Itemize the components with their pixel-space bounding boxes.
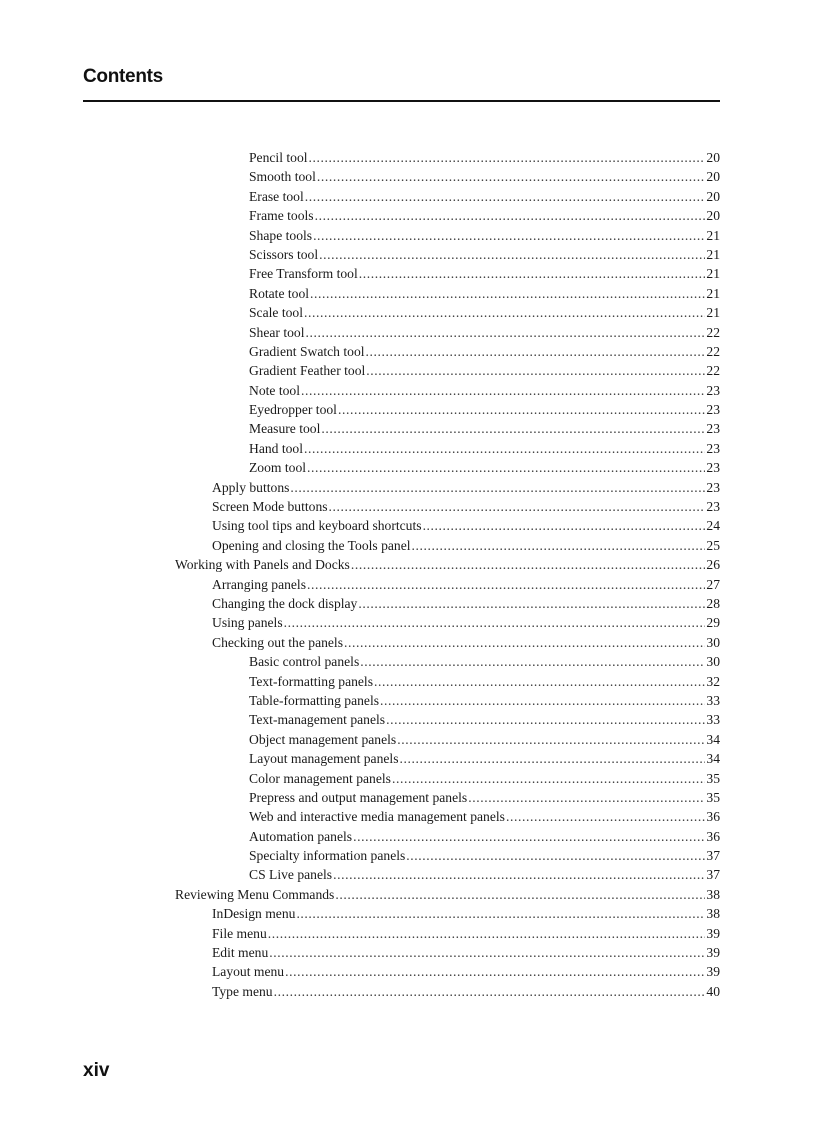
toc-entry-page: 23 bbox=[706, 402, 720, 418]
toc-entry-label: File menu bbox=[212, 925, 267, 941]
toc-entry[interactable] bbox=[249, 323, 816, 342]
dot-leader bbox=[269, 943, 705, 962]
dot-leader bbox=[284, 613, 706, 632]
dot-leader bbox=[374, 672, 705, 691]
dot-leader bbox=[380, 691, 705, 710]
toc-entry-page: 26 bbox=[706, 557, 720, 573]
dot-leader bbox=[366, 342, 706, 361]
dot-leader bbox=[268, 924, 706, 943]
dot-leader bbox=[307, 575, 705, 594]
toc-entry-label: Table-formatting panels bbox=[249, 692, 380, 708]
toc-entry-page: 23 bbox=[706, 421, 720, 437]
toc-entry-label: Text-formatting panels bbox=[249, 673, 373, 689]
dot-leader bbox=[304, 303, 705, 322]
toc-entry-label: Frame tools bbox=[249, 208, 314, 224]
toc-entry[interactable] bbox=[249, 691, 816, 710]
toc-entry-label: Note tool bbox=[249, 382, 300, 398]
toc-entry-page: 35 bbox=[706, 789, 720, 805]
toc-entry-page: 33 bbox=[706, 712, 720, 728]
dot-leader bbox=[290, 478, 705, 497]
toc-entry[interactable] bbox=[249, 865, 816, 884]
toc-entry-page: 23 bbox=[706, 460, 720, 476]
toc-entry-label: Reviewing Menu Commands bbox=[175, 886, 335, 902]
toc-entry[interactable] bbox=[249, 827, 816, 846]
toc-entry[interactable] bbox=[212, 516, 816, 535]
dot-leader bbox=[397, 730, 705, 749]
toc-entry-label: Erase tool bbox=[249, 188, 304, 204]
page-number: xiv bbox=[83, 1060, 110, 1081]
dot-leader bbox=[392, 769, 705, 788]
toc-entry-page: 22 bbox=[706, 343, 720, 359]
toc-entry-page: 38 bbox=[706, 886, 720, 902]
toc-entry[interactable] bbox=[249, 419, 816, 438]
dot-leader bbox=[360, 652, 705, 671]
toc-entry-page: 29 bbox=[706, 615, 720, 631]
toc-entry-label: Shear tool bbox=[249, 324, 305, 340]
toc-entry[interactable] bbox=[212, 613, 816, 632]
toc-entry-page: 22 bbox=[706, 363, 720, 379]
toc-entry-page: 23 bbox=[706, 479, 720, 495]
toc-entry-label: Arranging panels bbox=[212, 576, 306, 592]
toc-entry-page: 20 bbox=[706, 208, 720, 224]
toc-entry-label: Hand tool bbox=[249, 440, 303, 456]
dot-leader bbox=[338, 400, 705, 419]
toc-entry-page: 20 bbox=[706, 169, 720, 185]
toc-entry[interactable] bbox=[249, 264, 816, 283]
toc-entry-page: 38 bbox=[706, 906, 720, 922]
dot-leader bbox=[399, 749, 705, 768]
toc-entry-page: 37 bbox=[706, 848, 720, 864]
dot-leader bbox=[321, 419, 705, 438]
toc-entry[interactable] bbox=[212, 497, 816, 516]
dot-leader bbox=[315, 206, 706, 225]
toc-entry-page: 23 bbox=[706, 382, 720, 398]
toc-entry-page: 37 bbox=[706, 867, 720, 883]
dot-leader bbox=[296, 904, 705, 923]
dot-leader bbox=[304, 439, 705, 458]
toc-entry[interactable] bbox=[212, 633, 816, 652]
table-of-contents bbox=[0, 148, 816, 1001]
toc-entry[interactable] bbox=[249, 400, 816, 419]
toc-entry[interactable] bbox=[249, 187, 816, 206]
dot-leader bbox=[317, 167, 706, 186]
toc-entry[interactable] bbox=[249, 788, 816, 807]
dot-leader bbox=[274, 982, 706, 1001]
toc-entry-label: Object management panels bbox=[249, 731, 397, 747]
toc-entry[interactable] bbox=[249, 361, 816, 380]
toc-entry[interactable] bbox=[249, 749, 816, 768]
toc-entry[interactable] bbox=[249, 206, 816, 225]
toc-entry-label: Changing the dock display bbox=[212, 595, 358, 611]
toc-entry[interactable] bbox=[249, 652, 816, 671]
toc-entry-label: Specialty information panels bbox=[249, 848, 406, 864]
toc-entry[interactable] bbox=[212, 982, 816, 1001]
dot-leader bbox=[344, 633, 705, 652]
toc-entry[interactable] bbox=[249, 807, 816, 826]
dot-leader bbox=[506, 807, 705, 826]
toc-entry-page: 36 bbox=[706, 809, 720, 825]
toc-entry-label: Measure tool bbox=[249, 421, 321, 437]
toc-entry-label: Prepress and output management panels bbox=[249, 789, 468, 805]
toc-entry-page: 39 bbox=[706, 945, 720, 961]
toc-entry[interactable] bbox=[249, 846, 816, 865]
toc-entry[interactable] bbox=[175, 885, 816, 904]
toc-entry[interactable] bbox=[249, 439, 816, 458]
toc-entry-label: Shape tools bbox=[249, 227, 313, 243]
dot-leader bbox=[412, 536, 706, 555]
toc-entry-label: Checking out the panels bbox=[212, 634, 343, 650]
toc-entry[interactable] bbox=[212, 924, 816, 943]
toc-entry-page: 39 bbox=[706, 964, 720, 980]
dot-leader bbox=[309, 148, 706, 167]
page-header bbox=[83, 66, 720, 102]
toc-entry-label: Free Transform tool bbox=[249, 266, 358, 282]
dot-leader bbox=[335, 885, 705, 904]
toc-entry-label: Web and interactive media management panels bbox=[249, 809, 505, 825]
toc-entry[interactable] bbox=[212, 904, 816, 923]
toc-entry-label: Using tool tips and keyboard shortcuts bbox=[212, 518, 422, 534]
toc-entry[interactable] bbox=[249, 226, 816, 245]
dot-leader bbox=[285, 962, 705, 981]
dot-leader bbox=[301, 381, 705, 400]
toc-entry-page: 20 bbox=[706, 188, 720, 204]
toc-entry-page: 34 bbox=[706, 731, 720, 747]
toc-entry[interactable] bbox=[212, 594, 816, 613]
dot-leader bbox=[359, 264, 706, 283]
dot-leader bbox=[351, 555, 706, 574]
toc-entry-label: Scissors tool bbox=[249, 246, 319, 262]
toc-entry[interactable] bbox=[212, 478, 816, 497]
toc-entry-page: 39 bbox=[706, 925, 720, 941]
dot-leader bbox=[329, 497, 706, 516]
toc-entry-page: 30 bbox=[706, 634, 720, 650]
toc-entry-page: 23 bbox=[706, 499, 720, 515]
toc-entry-label: Gradient Feather tool bbox=[249, 363, 366, 379]
dot-leader bbox=[358, 594, 705, 613]
toc-entry-label: Pencil tool bbox=[249, 150, 308, 165]
toc-entry-label: Text-management panels bbox=[249, 712, 386, 728]
toc-entry[interactable] bbox=[249, 710, 816, 729]
dot-leader bbox=[306, 323, 706, 342]
dot-leader bbox=[468, 788, 705, 807]
page-title: Contents bbox=[83, 66, 163, 87]
dot-leader bbox=[310, 284, 705, 303]
toc-entry[interactable] bbox=[212, 943, 816, 962]
toc-entry-label: Opening and closing the Tools panel bbox=[212, 537, 411, 553]
toc-entry-page: 21 bbox=[706, 227, 720, 243]
toc-entry-page: 23 bbox=[706, 440, 720, 456]
toc-entry[interactable] bbox=[249, 167, 816, 186]
toc-entry[interactable] bbox=[249, 284, 816, 303]
toc-entry-page: 32 bbox=[706, 673, 720, 689]
toc-entry-label: InDesign menu bbox=[212, 906, 296, 922]
dot-leader bbox=[366, 361, 705, 380]
toc-entry-label: Gradient Swatch tool bbox=[249, 343, 365, 359]
dot-leader bbox=[313, 226, 705, 245]
toc-entry-page: 30 bbox=[706, 654, 720, 670]
toc-entry-label: Screen Mode buttons bbox=[212, 499, 328, 515]
toc-entry-page: 36 bbox=[706, 828, 720, 844]
toc-entry[interactable] bbox=[212, 575, 816, 594]
toc-entry-label: Working with Panels and Docks bbox=[175, 557, 350, 573]
toc-entry[interactable] bbox=[249, 458, 816, 477]
dot-leader bbox=[353, 827, 705, 846]
toc-entry-page: 40 bbox=[706, 983, 720, 999]
toc-entry-label: Type menu bbox=[212, 983, 273, 999]
toc-entry-page: 21 bbox=[706, 285, 720, 301]
dot-leader bbox=[307, 458, 705, 477]
toc-entry-label: Layout menu bbox=[212, 964, 285, 980]
toc-entry-label: Eyedropper tool bbox=[249, 402, 337, 418]
dot-leader bbox=[333, 865, 705, 884]
toc-entry[interactable] bbox=[212, 962, 816, 981]
toc-entry[interactable] bbox=[249, 769, 816, 788]
toc-entry[interactable] bbox=[249, 381, 816, 400]
toc-entry-page: 20 bbox=[706, 150, 720, 165]
toc-entry[interactable] bbox=[249, 245, 816, 264]
toc-entry-page: 34 bbox=[706, 751, 720, 767]
toc-entry-page: 25 bbox=[706, 537, 720, 553]
toc-entry-label: Edit menu bbox=[212, 945, 269, 961]
dot-leader bbox=[386, 710, 705, 729]
dot-leader bbox=[406, 846, 705, 865]
dot-leader bbox=[319, 245, 705, 264]
toc-entry-page: 21 bbox=[706, 246, 720, 262]
toc-entry-label: CS Live panels bbox=[249, 867, 333, 883]
toc-entry-page: 21 bbox=[706, 266, 720, 282]
toc-entry[interactable] bbox=[175, 555, 816, 574]
toc-entry-label: Basic control panels bbox=[249, 654, 360, 670]
toc-entry-page: 24 bbox=[706, 518, 720, 534]
toc-entry-page: 21 bbox=[706, 305, 720, 321]
toc-entry-label: Using panels bbox=[212, 615, 283, 631]
toc-entry-label: Smooth tool bbox=[249, 169, 316, 185]
dot-leader bbox=[305, 187, 706, 206]
toc-entry[interactable] bbox=[249, 342, 816, 361]
toc-entry[interactable] bbox=[249, 730, 816, 749]
toc-entry-page: 35 bbox=[706, 770, 720, 786]
toc-entry-page: 27 bbox=[706, 576, 720, 592]
toc-entry[interactable] bbox=[212, 536, 816, 555]
toc-entry-label: Layout management panels bbox=[249, 751, 399, 767]
toc-entry-page: 28 bbox=[706, 595, 720, 611]
toc-entry-label: Color management panels bbox=[249, 770, 391, 786]
toc-entry-label: Rotate tool bbox=[249, 285, 310, 301]
toc-entry-label: Apply buttons bbox=[212, 479, 290, 495]
toc-entry[interactable] bbox=[249, 303, 816, 322]
toc-entry-label: Zoom tool bbox=[249, 460, 307, 476]
toc-entry[interactable] bbox=[249, 672, 816, 691]
toc-entry-label: Scale tool bbox=[249, 305, 303, 321]
toc-entry-label: Automation panels bbox=[249, 828, 353, 844]
toc-entry-page: 33 bbox=[706, 692, 720, 708]
dot-leader bbox=[423, 516, 706, 535]
toc-entry-page: 22 bbox=[706, 324, 720, 340]
toc-entry[interactable] bbox=[249, 148, 816, 167]
